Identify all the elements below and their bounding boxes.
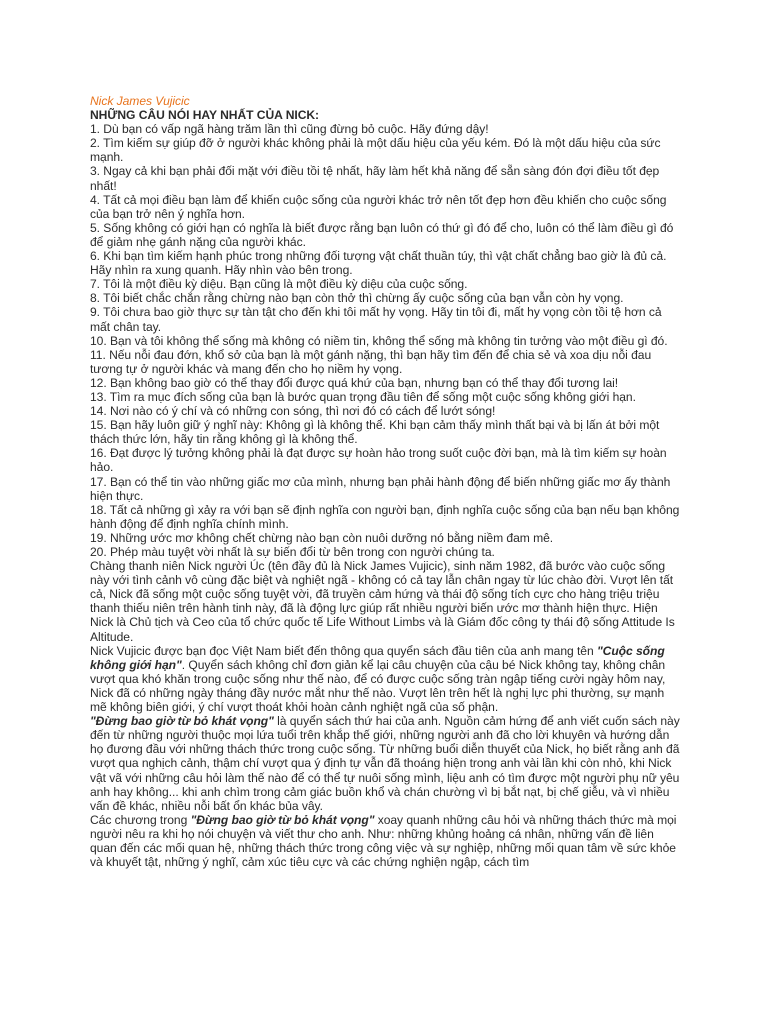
quote-item: 18. Tất cả những gì xảy ra với bạn sẽ định nghĩa con người bạn, định nghĩa cuộc sống của bạn nếu bạn không hành động để định nghĩa chính mình. xyxy=(90,502,680,531)
quote-item: 4. Tất cả mọi điều bạn làm để khiến cuộc sống của người khác trở nên tốt đẹp hơn đều khiến cho cuộc sống của bạn trở nên ý nghĩa hơn. xyxy=(90,192,667,221)
chapters-paragraph xyxy=(90,813,682,869)
book1-paragraph xyxy=(90,644,682,714)
quote-item: 13. Tìm ra mục đích sống của bạn là bước quan trọng đầu tiên để sống một cuộc sống không giới hạn. xyxy=(90,389,636,404)
book1-intro: Nick Vujicic được bạn đọc Việt Nam biết đến thông qua quyển sách đầu tiên của anh mang tên xyxy=(90,643,597,658)
bio-paragraph: Chàng thanh niên Nick người Úc (tên đầy đủ là Nick James Vujicic), sinh năm 1982, đã bước vào cuộc sống này với tình cảnh vô cùng đặc biệt và nghiệt ngã - không có cả tay lẫn chân ngay từ lúc chào đời. Vượt lên tất cả, Nick đã sống một cuộc sống tuyệt vời, đã truyền cảm hứng và thái độ sống tích cực cho hàng triệu triệu thanh thiếu niên trên hành tinh này, đã là động lực giúp rất nhiều người biến ước mơ thành hiện thực. Hiện Nick là Chủ tịch và Ceo của tổ chức quốc tế Life Without Limbs và là Giám đốc công ty thái độ sống Attitude Is Altitude. xyxy=(90,559,675,644)
quote-item: 9. Tôi chưa bao giờ thực sự tàn tật cho đến khi tôi mất hy vọng. Hãy tin tôi đi, mất hy vọng còn tồi tệ hơn cả mất chân tay. xyxy=(90,305,662,334)
quote-item: 8. Tôi biết chắc chắn rằng chừng nào bạn còn thở thì chừng ấy cuộc sống của bạn vẫn còn hy vọng. xyxy=(90,291,624,306)
quote-item: 10. Bạn và tôi không thể sống mà không có niềm tin, không thể sống mà không tin tưởng vào một điều gì đó. xyxy=(90,333,668,348)
book1-text: . Quyển sách không chỉ đơn giản kể lại câu chuyện của cậu bé Nick không tay, không chân vượt qua khó khăn trong cuộc sống như thế nào, để có được cuộc sống tràn ngập tiếng cười ngày hôm nay, Nick đã có những ngày tháng đầy nước mắt như thế nào. Vượt lên trên hết là nghị lực phi thường, sự mạnh mẽ không biên giới, ý chí vượt thoát khỏi hoàn cảnh nghiệt ngã của số phận. xyxy=(90,657,666,715)
book1-title: "Cuộc sống không giới hạn" xyxy=(90,643,665,672)
quote-item: 6. Khi bạn tìm kiếm hạnh phúc trong những đối tượng vật chất thuần túy, thì vật chất chẳng bao giờ là đủ cả. Hãy nhìn ra xung quanh. Hãy nhìn vào bên trong. xyxy=(90,249,667,278)
book2-paragraph xyxy=(90,714,682,813)
quote-item: 3. Ngay cả khi bạn phải đối mặt với điều tồi tệ nhất, hãy làm hết khả năng để sẵn sàng đón đợi điều tốt đẹp nhất! xyxy=(90,164,660,193)
quote-item: 17. Bạn có thể tin vào những giấc mơ của mình, nhưng bạn phải hành động để biến những giấc mơ ấy thành hiện thực. xyxy=(90,474,671,503)
book2-text: là quyển sách thứ hai của anh. Nguồn cảm hứng để anh viết cuốn sách này đến từ những người thuộc mọi lứa tuổi trên khắp thế giới, những người anh đã cho lời khuyên và hướng dẫn họ đương đầu với những thách thức trong cuộc sống. Từ những buổi diễn thuyết của Nick, họ biết rằng anh đã vượt qua nghịch cảnh, thậm chí vượt qua ý định tự vẫn đã thoáng hiện trong anh vài lần khi còn nhỏ, khi Nick vật vã với những câu hỏi làm thế nào để có thể tự nuôi sống mình, liệu anh có tìm được một người phụ nữ yêu anh hay không... khi anh chìm trong cảm giác buồn khổ và chán chường vì bị bắt nạt, bị chế giễu, và vì nhiều vấn đề khác, nhiều nỗi bất ổn khác bủa vây. xyxy=(90,714,680,813)
quote-item: 15. Bạn hãy luôn giữ ý nghĩ này: Không gì là không thể. Khi bạn cảm thấy mình thất bại và bị lấn át bởi một thách thức lớn, hãy tin rằng không gì là không thể. xyxy=(90,418,660,447)
quote-item: 5. Sống không có giới hạn có nghĩa là biết được rằng bạn luôn có thứ gì đó để cho, luôn có thể làm điều gì đó để giảm nhẹ gánh nặng của người khác. xyxy=(90,220,674,249)
quote-item: 16. Đạt được lý tưởng không phải là đạt được sự hoàn hảo trong suốt cuộc đời bạn, mà là tìm kiếm sự hoàn hảo. xyxy=(90,446,667,475)
quote-item: 2. Tìm kiếm sự giúp đỡ ở người khác không phải là một dấu hiệu của yếu kém. Đó là một dấu hiệu của sức mạnh. xyxy=(90,136,661,165)
chapters-text: xoay quanh những câu hỏi và những thách thức mà mọi người nêu ra khi họ nói chuyện và viết thư cho anh. Như: những khủng hoảng cá nhân, những vấn đề liên quan đến các mối quan hệ, những thách thức trong công việc và sự nghiệp, những mối quan tâm về sức khỏe và khuyết tật, những ý nghĩ, cảm xúc tiêu cực và các chứng nghiện ngập, cách tìm xyxy=(90,812,677,870)
quote-item: 7. Tôi là một điều kỳ diệu. Bạn cũng là một điều kỳ diệu của cuộc sống. xyxy=(90,277,468,292)
quote-item: 20. Phép màu tuyệt vời nhất là sự biến đổi từ bên trong con người chúng ta. xyxy=(90,545,495,559)
chapters-intro: Các chương trong xyxy=(90,812,191,827)
document-body xyxy=(90,94,682,869)
quotes-heading: NHỮNG CÂU NÓI HAY NHẤT CỦA NICK: xyxy=(90,108,320,123)
quote-item: 12. Bạn không bao giờ có thể thay đổi được quá khứ của bạn, nhưng bạn có thể thay đổi tương lai! xyxy=(90,375,619,390)
quote-item: 19. Những ước mơ không chết chừng nào bạn còn nuôi dưỡng nó bằng niềm đam mê. xyxy=(90,530,554,545)
chapters-book-title: "Đừng bao giờ từ bỏ khát vọng" xyxy=(190,812,375,827)
quote-item: 1. Dù bạn có vấp ngã hàng trăm lần thì cũng đừng bỏ cuộc. Hãy đứng dậy! xyxy=(90,122,489,137)
quote-list xyxy=(90,122,682,559)
book2-title: "Đừng bao giờ từ bỏ khát vọng" xyxy=(90,714,274,729)
quote-item: 14. Nơi nào có ý chí và có những con sóng, thì nơi đó có cách để lướt sóng! xyxy=(90,404,496,419)
author-name: Nick James Vujicic xyxy=(90,94,190,108)
quote-item: 11. Nếu nỗi đau đớn, khổ sở của bạn là một gánh nặng, thì bạn hãy tìm đến để chia sẻ và xoa dịu nỗi đau tương tự ở người khác và mang đến cho họ niềm hy vọng. xyxy=(90,347,652,376)
